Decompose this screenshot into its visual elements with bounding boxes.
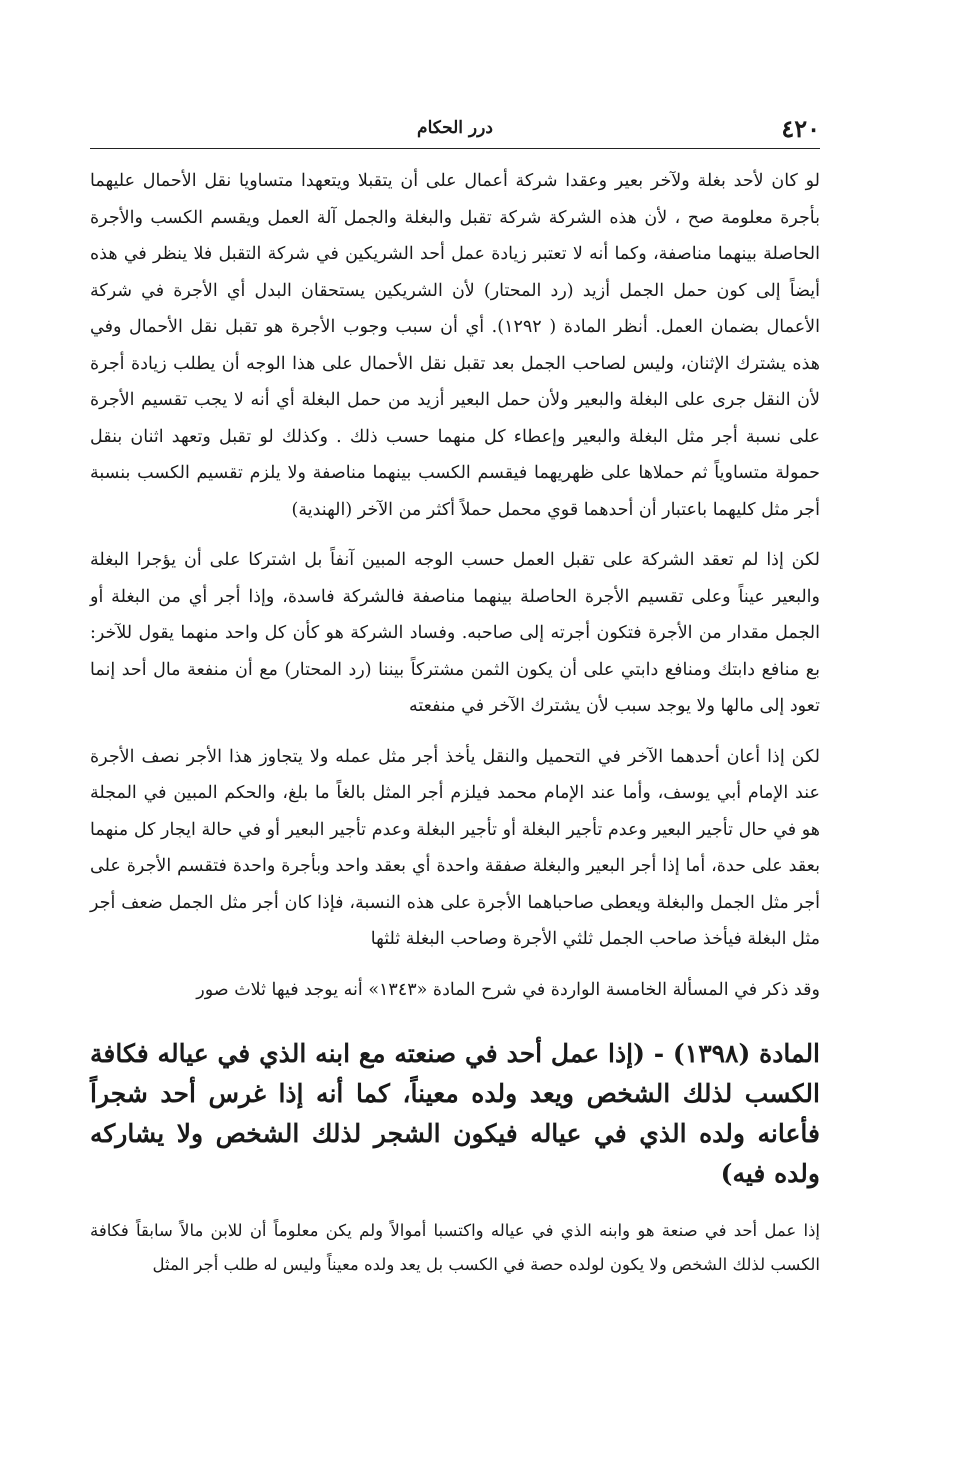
paragraph-3: لكن إذا أعان أحدهما الآخر في التحميل والنقل يأخذ أجر مثل عمله ولا يتجاوز هذا الأجر نصف الأجرة عند الإمام أبي يوسف، وأما عند الإمام محمد فيلزم أجر المثل بالغاً ما بلغ، والحكم المبين في المجلة هو في حال تأجير البعير وعدم تأجير البغلة أو تأجير البغلة وعدم تأجير البعير أو في حالة ايجار كل منهما بعقد على حدة، أما إذا أجر البعير والبغلة صفقة واحدة أي بعقد واحد وبأجرة واحدة فتقسم الأجرة على أجر مثل الجمل والبغلة ويعطى صاحباهما الأجرة على هذه النسبة، فإذا كان أجر مثل الجمل ضعف أجر مثل البغلة فيأخذ صاحب الجمل ثلثي الأجرة وصاحب البغلة ثلثها	[90, 746, 820, 949]
paragraph-2: لكن إذا لم تعقد الشركة على تقبل العمل حسب الوجه المبين آنفاً بل اشتركا على أن يؤجرا البغلة والبعير عيناً وعلى تقسيم الأجرة الحاصلة بينهما مناصفة فالشركة فاسدة، وإذا أجر أي من البغلة أو الجمل مقدار من الأجرة فتكون أجرته إلى صاحبه. وفساد الشركة هو كأن كل واحد منهما يقول للآخر: بع منافع دابتك ومنافع دابتي على أن يكون الثمن مشتركاً بيننا (رد المحتار) مع أن منفعة مال أحد إنما تعود إلى مالها ولا يوجد سبب لأن يشترك الآخر في منفعته	[90, 550, 820, 716]
article-1398-text: المادة (١٣٩٨) - (إذا عمل أحد في صنعته مع ابنه الذي في عياله فكافة الكسب لذلك الشخص ويعد ولده معيناً، كما أنه إذا غرس أحد شجراً فأعانه ولده الذي في عياله فيكون الشجر لذلك الشخص ولا يشاركه ولده فيه)	[90, 1039, 821, 1188]
paragraph-1: لو كان لأحد بغلة ولآخر بعير وعقدا شركة أعمال على أن يتقبلا ويتعهدا متساويا نقل الأحمال عليهما بأجرة معلومة صح ، لأن هذه الشركة شركة تقبل والبغلة والجمل آلة العمل ويقسم الكسب والأجرة الحاصلة بينهما مناصفة، وكما أنه لا تعتبر زيادة عمل أحد الشريكين في شركة التقبل فلا ينظر في هذه أيضاً إلى كون حمل الجمل أزيد (رد المحتار) لأن الشريكين يستحقان البدل أي الأجرة في شركة الأعمال بضمان العمل. أنظر المادة ( ١٢٩٢). أي أن سبب وجوب الأجرة هو تقبل نقل الأحمال وفي هذه يشترك الإثنان، وليس لصاحب الجمل بعد تقبل نقل الأحمال على هذا الوجه أن يطلب زيادة أجرة لأن النقل جرى على البغلة والبعير ولأن حمل البعير أزيد من حمل البغلة أي أنه لا يجب تقسيم الأجرة على نسبة أجر مثل البغلة والبعير وإعطاء كل منهما حسب ذلك . وكذلك لو تقبل وتعهد اثنان بنقل حمولة متساوياً ثم حملاها على ظهريهما فيقسم الكسب بينهما مناصفة ولا يلزم تقسيم الكسب بنسبة أجر مثل كليهما باعتبار أن أحدهما قوي محمل حملاً أكثر من الآخر (الهندية)	[90, 171, 820, 520]
commentary-paragraph: إذا عمل أحد في صنعة هو وابنه الذي في عياله واكتسبا أموالاً ولم يكن معلوماً أن للابن مالاً سابقاً فكافة الكسب لذلك الشخص ولا يكون لولده حصة في الكسب بل يعد ولده معيناً وليس له طلب أجر المثل	[90, 1221, 820, 1274]
page-header	[90, 110, 820, 149]
page-number: ٤٢٠	[781, 114, 820, 143]
paragraph-4: وقد ذكر في المسألة الخامسة الواردة في شرح المادة «١٣٤٣» أنه يوجد فيها ثلاث صور	[196, 979, 820, 1000]
page-body	[90, 163, 820, 1282]
book-page	[90, 110, 820, 1296]
running-title: درر الحكام	[417, 118, 493, 138]
